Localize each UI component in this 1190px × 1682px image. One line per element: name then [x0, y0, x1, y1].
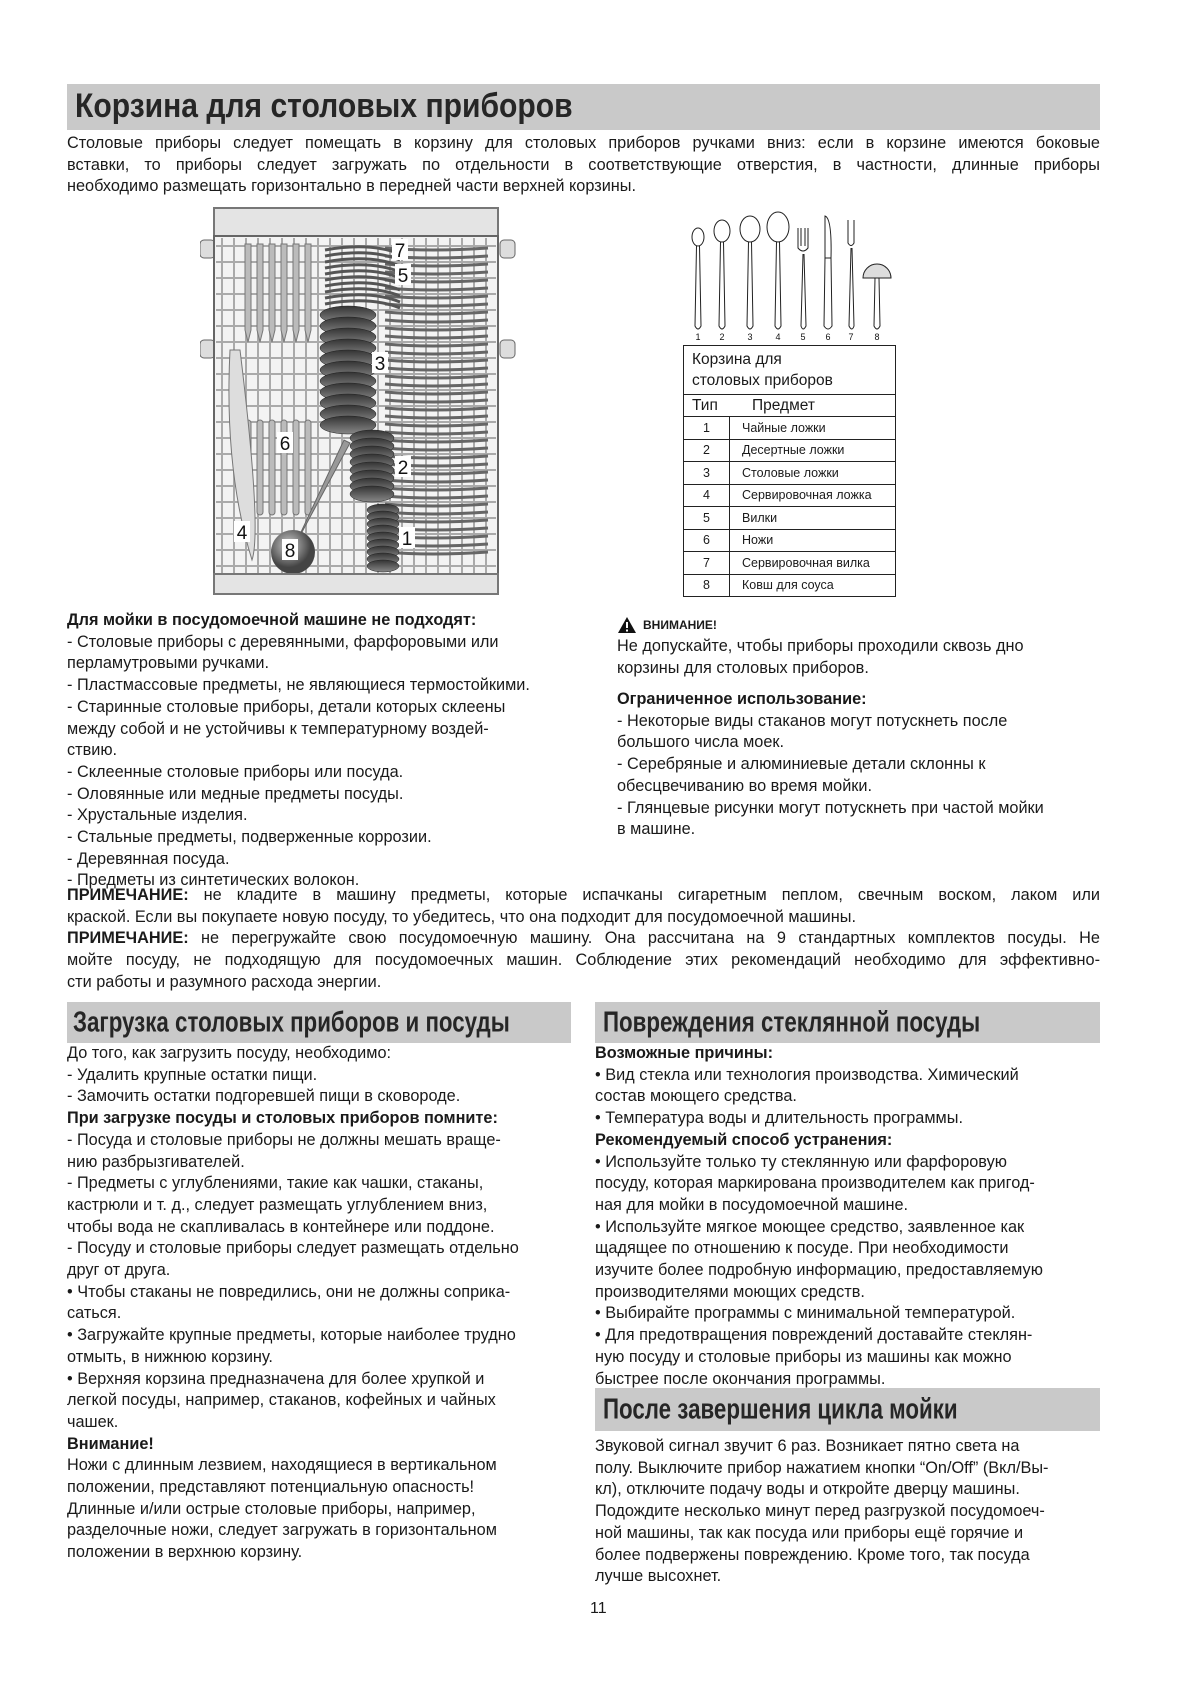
cutlery-number-6: 6: [825, 332, 831, 342]
bold-label: Внимание!: [67, 1434, 154, 1453]
knife-handle: [293, 420, 299, 515]
text-line: посуду, которая маркирована производителем как пригод-: [595, 1174, 1035, 1193]
text-line: - Удалить крупные остатки пищи.: [67, 1065, 318, 1084]
cutlery-number-8: 8: [874, 332, 880, 342]
table-title-row: [684, 346, 896, 395]
text-line: ная для мойки в посудомоечной машине.: [595, 1195, 909, 1214]
basket-label-3: 3: [374, 354, 386, 375]
text-line: - Старинные столовые приборы, детали которых склеены: [67, 697, 506, 716]
text-line: Звуковой сигнал звучит 6 раз. Возникает пятно света на: [595, 1437, 1020, 1455]
spoon-bowl: [740, 216, 760, 242]
knife-handle: [257, 420, 263, 515]
spoon-handle: [695, 246, 701, 329]
glass-damage-title: Повреждения стеклянной посуды: [603, 1006, 981, 1039]
ladle-icon: [863, 264, 891, 278]
table-row: [684, 462, 896, 485]
text-rest: не перегружайте свою посудомоечную машину. Она рассчитана на 9 стандартных комплектов посуды. Не: [188, 929, 1100, 948]
table-row: [684, 552, 896, 575]
warning-text: [617, 636, 1100, 679]
text-line: [67, 928, 1100, 950]
text-line: ной машины, так как посуда или приборы ещё горячие и: [595, 1523, 1024, 1542]
not-suitable-list: [67, 610, 573, 892]
basket-knob: [200, 340, 215, 358]
text-line: большого числа моек.: [617, 733, 785, 752]
text-line: - Склеенные столовые приборы или посуда.: [67, 762, 404, 781]
cell-item: Ножи: [730, 529, 896, 552]
notes-block: [67, 885, 1100, 994]
text-line: - Оловянные или медные предметы посуды.: [67, 784, 404, 803]
text-line: - Серебряные и алюминиевые детали склонны к: [617, 755, 986, 774]
serving-fork-icon: [848, 220, 854, 329]
table-row: [684, 417, 896, 440]
text-line: краской. Если вы покупаете новую посуду, то убедитесь, что она подходит для посудомоечной машины.: [67, 907, 856, 926]
text-line: лучше высохнет.: [595, 1567, 722, 1586]
text-line: [595, 1043, 1100, 1065]
text-line: [67, 885, 1100, 907]
spoon-bowl: [714, 220, 730, 242]
knife-icon: [824, 216, 832, 329]
text-line: полу. Выключите прибор нажатием кнопки “On/Off” (Вкл/Вы-: [595, 1458, 1049, 1477]
col-header-type: Тип: [692, 396, 718, 414]
basket-label-8: 8: [284, 541, 296, 562]
text-line: - Посуда и столовые приборы не должны мешать враще-: [67, 1130, 501, 1149]
dessert-spoon: [350, 486, 394, 502]
table-header-row: [684, 395, 896, 417]
bold-label: Рекомендуемый способ устранения:: [595, 1130, 893, 1149]
spoon-handle: [719, 242, 725, 329]
text-line: изучите более подробную информацию, предоставляемую: [595, 1261, 1043, 1280]
basket-knob: [500, 240, 515, 258]
cell-item: Ковш для соуса: [730, 574, 896, 597]
section-header-after-cycle: [595, 1388, 1100, 1431]
spoon-bowl: [692, 228, 704, 246]
text-line: в машине.: [617, 820, 696, 839]
bold-label: ПРИМЕЧАНИЕ:: [67, 886, 189, 904]
cutlery-number-7: 7: [848, 332, 854, 342]
text-line: [67, 1434, 571, 1456]
text-line: вставки, то приборы следует загружать по отдельности в соответствующие отверстия, в частности, длинные приборы: [67, 155, 1100, 174]
text-line: саться.: [67, 1304, 122, 1323]
text-line: состав моющего средства.: [595, 1087, 797, 1106]
spoon-handle: [747, 242, 753, 329]
cell-item: Чайные ложки: [730, 417, 896, 440]
knife-blade: [245, 244, 251, 342]
warning-label: ВНИМАНИЕ!: [643, 618, 717, 632]
text-line: Не допускайте, чтобы приборы проходили сквозь дно: [617, 637, 1024, 655]
basket-label-1: 1: [401, 529, 413, 550]
text-line: - Посуду и столовые приборы следует размещать отдельно: [67, 1239, 519, 1258]
text-line: - Стальные предметы, подверженные коррозии.: [67, 828, 432, 847]
text-line: Длинные и/или острые столовые приборы, например,: [67, 1499, 476, 1518]
cell-type: 8: [684, 574, 730, 597]
text-line: положении, представляют потенциальную опасность!: [67, 1478, 475, 1497]
text-line: между собой и не устойчивы к температурному воздей-: [67, 719, 489, 738]
knife-handle: [269, 420, 275, 515]
basket-label-2: 2: [397, 458, 409, 479]
text-line: Ножи с длинным лезвием, находящиеся в вертикальном: [67, 1456, 497, 1475]
bold-label: Для мойки в посудомоечной машине не подходят:: [67, 611, 477, 629]
table-row: [684, 484, 896, 507]
cutlery-number-1: 1: [695, 332, 701, 342]
page-number: 11: [590, 1600, 607, 1617]
text-line: • Загружайте крупные предметы, которые наиболее трудно: [67, 1326, 516, 1345]
text-line: положении в верхнюю корзину.: [67, 1543, 303, 1562]
text-line: - Пластмассовые предметы, не являющиеся термостойкими.: [67, 676, 530, 695]
intro-paragraph: [67, 133, 1100, 198]
limited-use-list: [617, 689, 1100, 841]
cutlery-basket-table: [683, 345, 896, 597]
cell-item: Сервировочная вилка: [730, 552, 896, 575]
text-line: Подождите несколько минут перед разгрузкой посудомоеч-: [595, 1502, 1045, 1521]
text-line: более подвержены повреждению. Кроме того, так посуда: [595, 1545, 1030, 1564]
after-cycle-text: [595, 1436, 1100, 1588]
basket-label-4: 4: [236, 523, 248, 544]
text-line: быстрее после окончания программы.: [595, 1369, 886, 1388]
knife-blade: [293, 244, 299, 342]
text-line: перламутровыми ручками.: [67, 654, 270, 673]
section-header-cutlery-basket: [67, 84, 1100, 130]
table-title-line1: Корзина для: [692, 351, 782, 368]
table-row: [684, 529, 896, 552]
text-line: - Хрустальные изделия.: [67, 806, 248, 825]
text-line: • Вид стекла или технология производства. Химический: [595, 1065, 1019, 1084]
text-line: сти работы и разумного расхода энергии.: [67, 972, 382, 991]
cell-item: Столовые ложки: [730, 462, 896, 485]
text-line: чтобы вода не скапливалась в контейнере или поддоне.: [67, 1217, 495, 1236]
cell-type: 2: [684, 439, 730, 462]
warning-block: [617, 614, 1100, 679]
fork-icon: [798, 228, 808, 329]
text-line: [595, 1130, 1100, 1152]
text-line: - Предметы с углублениями, такие как чашки, стаканы,: [67, 1174, 484, 1193]
bold-label: Ограниченное использование:: [617, 690, 867, 708]
text-line: - Глянцевые рисунки могут потускнеть при частой мойки: [617, 798, 1044, 817]
text-line: обесцвечиванию во время мойки.: [617, 776, 873, 795]
knife-blade: [305, 244, 311, 342]
text-rest: не кладите в машину предметы, которые испачканы сигаретным пеплом, свечным воском, лаком или: [188, 886, 1100, 904]
text-line: • Выбирайте программы с минимальной температурой.: [595, 1304, 1016, 1323]
text-line: чашек.: [67, 1412, 119, 1431]
bold-label: Возможные причины:: [595, 1044, 774, 1062]
text-line: [67, 610, 573, 632]
cell-item: Сервировочная ложка: [730, 484, 896, 507]
text-line: [617, 689, 1100, 711]
basket-handle-bar: [214, 208, 498, 236]
text-line: - Замочить остатки подгоревшей пищи в сковороде.: [67, 1087, 461, 1106]
basket-label-5: 5: [397, 266, 409, 287]
cell-item: Десертные ложки: [730, 439, 896, 462]
cell-type: 3: [684, 462, 730, 485]
text-line: нию разбрызгивателей.: [67, 1152, 245, 1171]
text-line: мойте посуду, не подходящую для посудомоечных машин. Соблюдение этих рекомендаций необходимо для эффективно-: [67, 951, 1100, 970]
text-line: • Температура воды и длительность программы.: [595, 1109, 963, 1128]
text-line: Столовые приборы следует помещать в корзину для столовых приборов ручками вниз: если в корзине имеются боковые: [67, 134, 1100, 152]
text-line: До того, как загрузить посуду, необходимо:: [67, 1044, 392, 1062]
text-line: - Некоторые виды стаканов могут потускнеть после: [617, 711, 1008, 730]
cutlery-number-3: 3: [747, 332, 753, 342]
text-line: необходимо размещать горизонтально в передней части верхней корзины.: [67, 177, 637, 196]
basket-label-7: 7: [394, 241, 406, 262]
table-row: [684, 439, 896, 462]
page-title: Корзина для столовых приборов: [75, 85, 573, 126]
basket-front-bar: [214, 574, 498, 594]
basket-label-6: 6: [279, 434, 291, 455]
text-line: отмыть, в нижнюю корзину.: [67, 1347, 273, 1366]
text-line: • Чтобы стаканы не повредились, они не должны соприка-: [67, 1282, 511, 1301]
loading-text: [67, 1043, 571, 1564]
spoon-handle: [775, 242, 781, 329]
col-header-item: Предмет: [752, 396, 815, 414]
text-line: • Верхняя корзина предназначена для более хрупкой и: [67, 1369, 485, 1388]
cutlery-types-illustration: [686, 208, 906, 343]
knife-blade: [257, 244, 263, 342]
section-header-glass-damage: [595, 1002, 1100, 1043]
text-line: ную посуду и столовые приборы из машины как можно: [595, 1347, 1012, 1366]
text-line: друг от друга.: [67, 1261, 171, 1280]
table-row: [684, 574, 896, 597]
text-line: производителями моющих средств.: [595, 1282, 865, 1301]
ladle-handle-icon: [874, 278, 880, 329]
warning-triangle-icon: [617, 616, 637, 634]
table-row: [684, 507, 896, 530]
loading-title: Загрузка столовых приборов и посуды: [73, 1006, 510, 1039]
glass-damage-text: [595, 1043, 1100, 1390]
teaspoon: [367, 560, 399, 572]
text-line: [67, 1108, 571, 1130]
knife-blade: [281, 244, 287, 342]
cell-type: 1: [684, 417, 730, 440]
knife-blade: [269, 244, 275, 342]
knife-handle: [305, 420, 311, 515]
cutlery-number-5: 5: [800, 332, 806, 342]
text-line: • Используйте мягкое моющее средство, заявленное как: [595, 1217, 1025, 1236]
basket-knob: [200, 240, 215, 258]
text-line: кл), отключите подачу воды и откройте дверцу машины.: [595, 1480, 1020, 1499]
text-line: легкой посуды, например, стаканов, кофейных и чайных: [67, 1391, 496, 1410]
table-title-line2: столовых приборов: [692, 372, 833, 389]
cutlery-basket-illustration: [200, 200, 520, 605]
text-line: разделочные ножи, следует загружать в горизонтальном: [67, 1521, 497, 1540]
after-cycle-title: После завершения цикла мойки: [603, 1393, 958, 1426]
cutlery-number-4: 4: [775, 332, 781, 342]
section-header-loading: [67, 1002, 571, 1043]
cell-type: 6: [684, 529, 730, 552]
text-line: - Деревянная посуда.: [67, 849, 230, 868]
text-line: корзины для столовых приборов.: [617, 658, 869, 677]
cutlery-number-2: 2: [719, 332, 725, 342]
text-line: кастрюли и т. д., следует размещать углублением вниз,: [67, 1195, 488, 1214]
text-line: щадящее по отношению к посуде. При необходимости: [595, 1239, 1009, 1258]
cell-type: 4: [684, 484, 730, 507]
text-line: - Столовые приборы с деревянными, фарфоровыми или: [67, 632, 499, 651]
bold-label: ПРИМЕЧАНИЕ:: [67, 929, 189, 948]
text-line: - Предметы из синтетических волокон.: [67, 871, 360, 890]
bold-label: При загрузке посуды и столовых приборов помните:: [67, 1109, 498, 1128]
cell-type: 7: [684, 552, 730, 575]
text-line: • Используйте только ту стеклянную или фарфоровую: [595, 1152, 1007, 1171]
cell-item: Вилки: [730, 507, 896, 530]
text-line: • Для предотвращения повреждений доставайте стеклян-: [595, 1326, 1033, 1345]
cell-type: 5: [684, 507, 730, 530]
basket-knob: [500, 340, 515, 358]
text-line: ствию.: [67, 741, 118, 760]
spoon-bowl: [767, 212, 789, 242]
